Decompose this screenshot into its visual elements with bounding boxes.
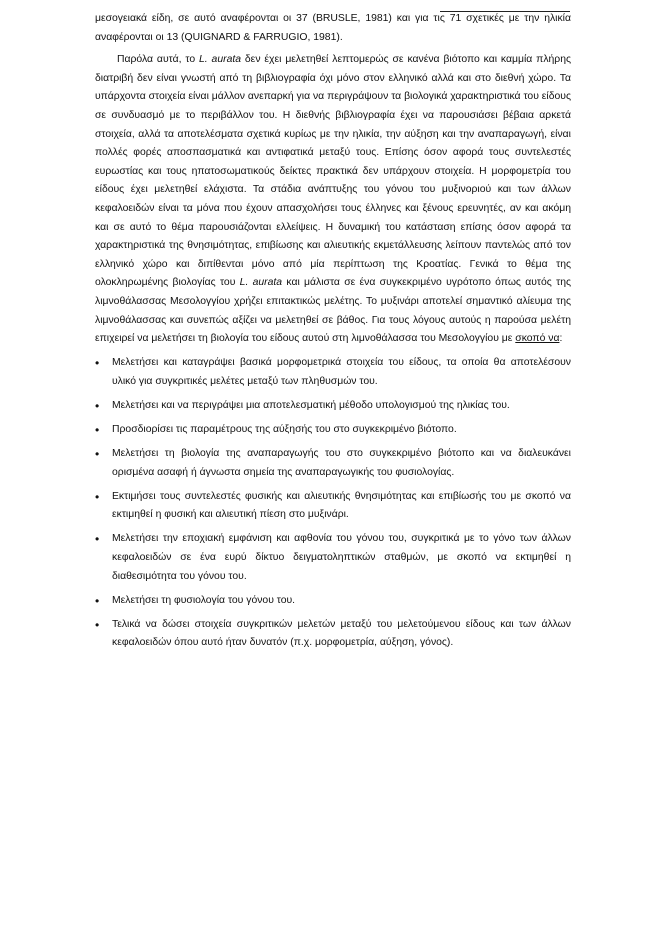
paragraph-text: δεν έχει μελετηθεί λεπτομερώς σε κανένα βιότοπο και καμμία πλήρης διατριβή δεν είναι γνωστή από τη βιβλιογραφία όχι μόνο στον ελληνικό αλλά και στο διεθνή χώρο. Τα υπάρχοντα στοιχεία είναι μάλλον ανεπαρκή για να περιγράψουν τα βιολογικά χαρακτηριστικά του είδους σε συνδυασμό με το περιβάλλον του. Η διεθνής βιβλιογραφία έχει να παρουσιάσει βέβαια αρκετά στοιχεία, αλλά τα αποτελέσματα σχετικά κυρίως με την ηλικία, την αύξηση και την αναπαραγωγή, είναι πολλές φορές αποσπασματικά και αντιφατικά μεταξύ τους. Επίσης όσον αφορά τους συντελεστές ευρωστίας και τους ηπατοσωματικούς δείκτες πρακτικά δεν υπάρχουν στοιχεία. Η μορφομετρία του είδους έχει μελετηθεί ελάχιστα. Τα στάδια ανάπτυξης του γόνου του μυξινοριού και των άλλων κεφαλοειδών είναι τα μόνα που έχουν απασχολήσει τους έλληνες και ξένους ερευνητές, αν και ακόμη και σε αυτό το θέμα παρουσιάζονται ελλείψεις. Η δυναμική του κατάσταση επίσης όσον αφορά τα χαρακτηριστικά της θνησιμότητας, επιβίωσης και αλιευτικής εκμετάλλευσης λείπουν παντελώς από τον ελληνικό χώρο και διπίθενται μόνο από μία περίπτωση της Κροατίας. Γενικά το θέμα της ολοκληρωμένης βιολογίας του (95, 54, 571, 289)
paragraph-continuation: μεσογειακά είδη, σε αυτό αναφέρονται οι 37 (BRUSLE, 1981) και για τις 71 σχετικές με την ηλικία αναφέρονται οι 13 (QUIGNARD & FARRUGIO, 1981). (95, 13, 571, 43)
objectives-list (95, 354, 571, 653)
paragraph-background (95, 51, 571, 349)
list-item: • Εκτιμήσει τους συντελεστές φυσικής και αλιευτικής θνησιμότητας και επιβίωσής του με σκοπό να εκτιμηθεί η φυσική και αλιευτική πίεση στο μυξινάρι. (95, 488, 571, 525)
underlined-text: σκοπό να (515, 333, 560, 345)
paragraph-text: Παρόλα αυτά, το (117, 54, 199, 66)
list-item: • Προσδιορίσει τις παραμέτρους της αύξησής του στο συγκεκριμένο βιότοπο. (95, 421, 571, 440)
list-item: • Τελικά να δώσει στοιχεία συγκριτικών μελετών μεταξύ του μελετούμενου είδους και των άλλων κεφαλοειδών όπου αυτό ήταν δυνατόν (π.χ. μορφομετρία, αύξηση, γόνος). (95, 616, 571, 653)
list-item: • Μελετήσει την εποχιακή εμφάνιση και αφθονία του γόνου του, συγκριτικά με το γόνο των άλλων κεφαλοειδών σε ένα ευρύ δίκτυο δειγματοληπτικών σταθμών, με σκοπό να εκτιμηθεί η διαθεσιμότητα του γόνου του. (95, 530, 571, 586)
list-item: • Μελετήσει τη βιολογία της αναπαραγωγής του στο συγκεκριμένο βιότοπο και να διαλευκάνει ορισμένα ασαφή ή άγνωστα σημεία της αναπαραγωγικής του φυσιολογίας. (95, 445, 571, 482)
species-name: L. aurata (239, 277, 283, 289)
list-item: • Μελετήσει και να περιγράψει μια αποτελεσματική μέθοδο υπολογισμού της ηλικίας του. (95, 397, 571, 416)
paragraph-text: : (559, 333, 563, 345)
list-item: • Μελετήσει τη φυσιολογία του γόνου του. (95, 592, 571, 611)
list-item: • Μελετήσει και καταγράψει βασικά μορφομετρικά στοιχεία του είδους, τα οποία θα αποτελέσουν υλικό για συγκριτικές μελέτες μεταξύ των πληθυσμών του. (95, 354, 571, 391)
paragraph-text: και μάλιστα σε ένα συγκεκριμένο υγρότοπο όπως αυτός της λιμνοθάλασσας Μεσολογγίου χρήζει επιτακτικώς μελέτης. Το μυξινάρι αποτελεί σημαντικό αλίευμα της λιμνοθάλασσας και συνεπώς αξίζει να μελετηθεί σε βάθος. Για τους λόγους αυτούς η παρούσα μελέτη επιχειρεί να μελετήσει τη βιολογία του είδους αυτού στη λιμνοθάλασσα του Μεσολογγίου με (95, 277, 571, 345)
species-name: L. aurata (199, 54, 242, 66)
body-text (95, 10, 571, 653)
